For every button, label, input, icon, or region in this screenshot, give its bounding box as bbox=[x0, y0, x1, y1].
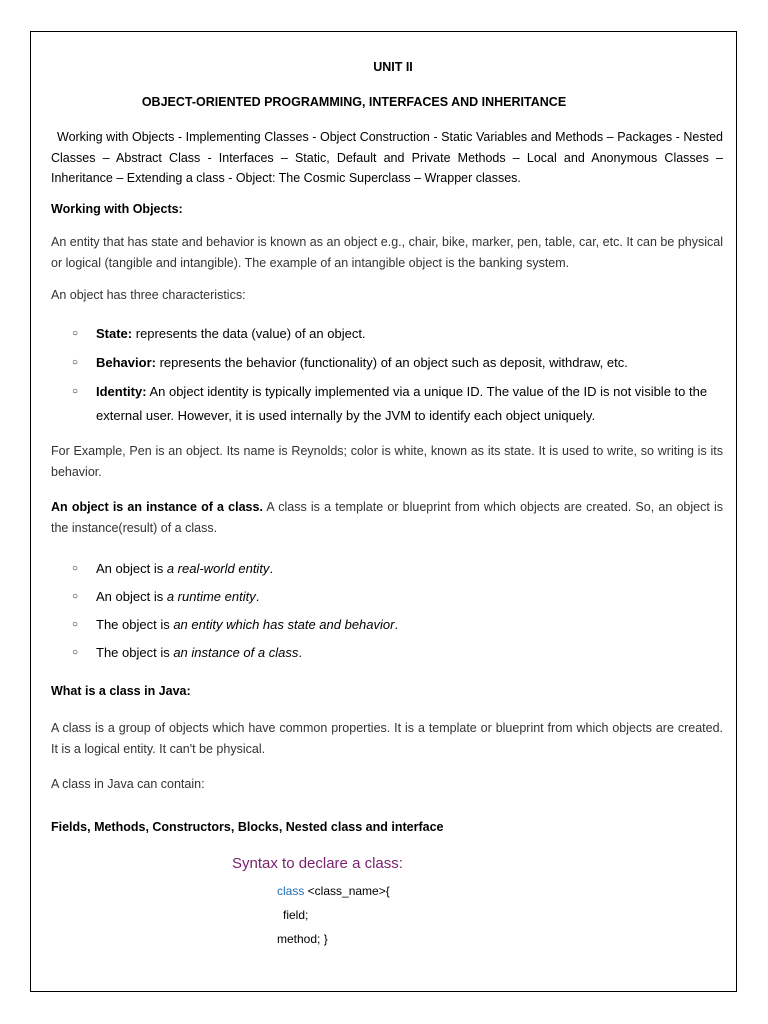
fact-emphasis: an entity which has state and behavior bbox=[173, 617, 395, 632]
fact-suffix: . bbox=[394, 617, 399, 632]
code-line-field: field; bbox=[283, 908, 309, 922]
section-heading-class-in-java: What is a class in Java: bbox=[51, 684, 191, 698]
object-facts-list bbox=[72, 555, 724, 667]
page-title: OBJECT-ORIENTED PROGRAMMING, INTERFACES AND INHERITANCE bbox=[141, 95, 567, 109]
section-heading-working-with-objects: Working with Objects: bbox=[51, 202, 183, 216]
class-contains-intro: A class in Java can contain: bbox=[51, 777, 205, 791]
instance-bold: An object is an instance of a class. bbox=[51, 500, 263, 514]
fact-emphasis: a real-world entity bbox=[166, 561, 270, 576]
class-contents: Fields, Methods, Constructors, Blocks, Nested class and interface bbox=[51, 820, 444, 834]
term-identity-desc: An object identity is typically implemented via a unique ID. The value of the ID is not visible to the external user. However, it is used internally by the JVM to identify each object uniquely. bbox=[96, 384, 708, 423]
list-item bbox=[72, 322, 724, 346]
list-item bbox=[72, 639, 724, 667]
term-state: State: bbox=[96, 326, 133, 341]
list-item bbox=[72, 351, 724, 375]
code-line-class bbox=[277, 879, 390, 903]
code-keyword: class bbox=[277, 884, 305, 898]
syllabus-topics: Working with Objects - Implementing Classes - Object Construction - Static Variables and Methods – Packages - Nested Classes – Abstract Class - Interfaces – Static, Default and Private Methods – Local and Anonymous Classes – Inheritance – Extending a class - Object: The Cosmic Superclass – Wrapper classes. bbox=[51, 130, 723, 185]
instance-paragraph bbox=[51, 497, 723, 538]
term-identity: Identity: bbox=[96, 384, 147, 399]
unit-label: UNIT II bbox=[373, 60, 413, 74]
fact-suffix: . bbox=[298, 645, 302, 660]
list-item bbox=[72, 380, 724, 427]
syntax-title: Syntax to declare a class: bbox=[232, 855, 403, 872]
code-classname: <class_name>{ bbox=[304, 884, 390, 898]
fact-prefix: An object is bbox=[96, 561, 167, 576]
fact-prefix: An object is bbox=[96, 589, 167, 604]
instance-rest: A class is a template or blueprint from which objects are created. So, an object is the instance(result) of a class. bbox=[51, 500, 724, 535]
code-line-method: method; } bbox=[277, 932, 328, 946]
pen-example-paragraph: For Example, Pen is an object. Its name is Reynolds; color is white, known as its state. It is used to write, so writing is its behavior. bbox=[51, 444, 723, 479]
characteristics-list bbox=[72, 322, 724, 433]
term-behavior-desc: represents the behavior (functionality) of an object such as deposit, withdraw, etc. bbox=[155, 355, 628, 370]
list-item bbox=[72, 611, 724, 639]
fact-prefix: The object is bbox=[96, 645, 174, 660]
fact-prefix: The object is bbox=[96, 617, 174, 632]
characteristics-intro: An object has three characteristics: bbox=[51, 288, 246, 302]
fact-emphasis: a runtime entity bbox=[166, 589, 256, 604]
list-item bbox=[72, 583, 724, 611]
class-definition-paragraph: A class is a group of objects which have common properties. It is a template or blueprint from which objects are created. It is a logical entity. It can't be physical. bbox=[51, 721, 723, 756]
term-behavior: Behavior: bbox=[96, 355, 156, 370]
term-state-desc: represents the data (value) of an object. bbox=[132, 326, 366, 341]
fact-suffix: . bbox=[255, 589, 260, 604]
fact-suffix: . bbox=[269, 561, 274, 576]
fact-emphasis: an instance of a class bbox=[173, 645, 299, 660]
object-definition-paragraph: An entity that has state and behavior is known as an object e.g., chair, bike, marker, pen, table, car, etc. It can be physical or logical (tangible and intangible). The example of an intangible object is the banking system. bbox=[51, 235, 723, 270]
list-item bbox=[72, 555, 724, 583]
